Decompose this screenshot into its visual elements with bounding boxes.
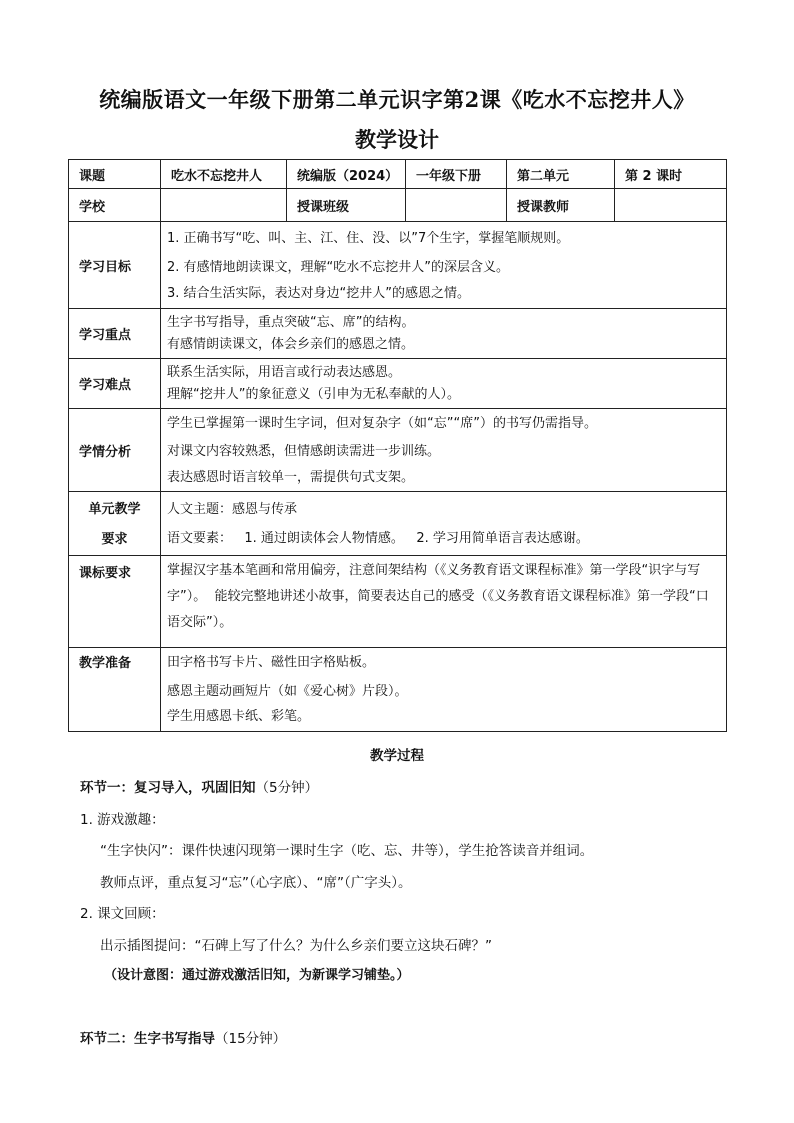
section-two-heading — [80, 1027, 286, 1047]
cell-teacher-value — [615, 189, 727, 222]
section-one-heading — [80, 776, 318, 796]
document-subtitle: 教学设计 — [355, 127, 439, 152]
section-two-title: 环节二：生字书写指导 — [80, 1031, 215, 1047]
unit-requirements-content — [161, 492, 727, 556]
analysis-item: 表达感恩时语言较单一，需提供句式支架。 — [167, 470, 415, 485]
process-heading: 教学过程 — [370, 748, 424, 764]
preparation-content — [161, 648, 727, 732]
section-two-time: （15分钟） — [215, 1031, 287, 1047]
cell-unit: 第二单元 — [507, 160, 615, 189]
cell-teacher-label: 授课教师 — [507, 189, 615, 222]
preparation-item: 学生用感恩卡纸、彩笔。 — [167, 709, 311, 724]
table-row — [69, 222, 727, 309]
curriculum-standard-content — [161, 556, 727, 648]
step-item: 2. 课文回顾： — [80, 906, 165, 922]
cell-school-label: 学校 — [69, 189, 161, 222]
unit-label-line: 要求 — [101, 531, 128, 547]
table-row — [69, 492, 727, 556]
goal-item: 3. 结合生活实际，表达对身边“挖井人”的感恩之情。 — [167, 286, 471, 301]
preparation-item: 田字格书写卡片、磁性田字格贴板。 — [167, 655, 376, 670]
difficulties-label: 学习难点 — [69, 359, 161, 409]
goal-item: 2. 有感情地朗读课文，理解“吃水不忘挖井人”的深层含义。 — [167, 260, 510, 275]
document-title: 统编版语文一年级下册第二单元识字第2课《吃水不忘挖井人》 — [99, 87, 695, 112]
design-intent-note: （设计意图：通过游戏激活旧知，为新课学习铺垫。） — [104, 968, 410, 983]
difficulties-content — [161, 359, 727, 409]
cell-class-value — [406, 189, 507, 222]
key-point-item: 有感情朗读课文，体会乡亲们的感恩之情。 — [167, 336, 415, 352]
table-row — [69, 556, 727, 648]
step-detail: “生字快闪”：课件快速闪现第一课时生字（吃、忘、井等），学生抢答读音并组词。 — [100, 843, 594, 859]
table-row — [69, 309, 727, 359]
analysis-content — [161, 409, 727, 492]
key-points-content — [161, 309, 727, 359]
key-points-label: 学习重点 — [69, 309, 161, 359]
preparation-item: 感恩主题动画短片（如《爱心树》片段）。 — [167, 684, 408, 699]
table-row — [69, 648, 727, 732]
cell-lesson-label: 课题 — [69, 160, 161, 189]
cell-edition: 统编版（2024） — [287, 160, 406, 189]
analysis-item: 对课文内容较熟悉，但情感朗读需进一步训练。 — [167, 444, 441, 459]
table-row — [69, 359, 727, 409]
table-row — [69, 189, 727, 222]
unit-item: 人文主题：感恩与传承 — [167, 501, 298, 517]
step-detail: 出示插图提问：“石碑上写了什么？为什么乡亲们要立这块石碑？” — [100, 938, 492, 954]
lesson-plan-table — [68, 159, 727, 732]
curriculum-standard-text: 掌握汉字基本笔画和常用偏旁，注意间架结构（《义务教育语文课程标准》第一学段“识字与写字”）。 能较完整地讲述小故事，简要表达自己的感受（《义务教育语文课程标准》第一学段“口语交际”）。 — [167, 563, 709, 630]
section-one-title: 环节一：复习导入，巩固旧知 — [80, 780, 256, 796]
difficulty-item: 理解“挖井人”的象征意义（引申为无私奉献的人）。 — [167, 386, 460, 402]
goals-label: 学习目标 — [69, 222, 161, 309]
cell-lesson-name: 吃水不忘挖井人 — [161, 160, 287, 189]
cell-period: 第 2 课时 — [615, 160, 727, 189]
step-item: 1. 游戏激趣： — [80, 812, 165, 828]
cell-grade: 一年级下册 — [406, 160, 507, 189]
analysis-item: 学生已掌握第一课时生字词，但对复杂字（如“忘”“席”）的书写仍需指导。 — [167, 416, 597, 431]
section-one-time: （5分钟） — [255, 780, 319, 796]
unit-requirements-label — [69, 492, 161, 556]
key-point-item: 生字书写指导，重点突破“忘、席”的结构。 — [167, 314, 415, 330]
analysis-label: 学情分析 — [69, 409, 161, 492]
goal-item: 1. 正确书写“吃、叫、主、江、住、没、以”7个生字，掌握笔顺规则。 — [167, 231, 570, 246]
curriculum-standard-label: 课标要求 — [69, 556, 161, 648]
cell-class-label: 授课班级 — [287, 189, 406, 222]
step-detail: 教师点评，重点复习“忘”（心字底）、“席”（广字头）。 — [100, 875, 412, 891]
table-row — [69, 409, 727, 492]
unit-item: 语文要素： 1. 通过朗读体会人物情感。 2. 学习用简单语言表达感谢。 — [167, 530, 589, 546]
preparation-label: 教学准备 — [69, 648, 161, 732]
goals-content — [161, 222, 727, 309]
unit-label-line: 单元教学 — [88, 501, 141, 517]
table-row — [69, 160, 727, 189]
difficulty-item: 联系生活实际，用语言或行动表达感恩。 — [167, 364, 402, 380]
cell-school-value — [161, 189, 287, 222]
